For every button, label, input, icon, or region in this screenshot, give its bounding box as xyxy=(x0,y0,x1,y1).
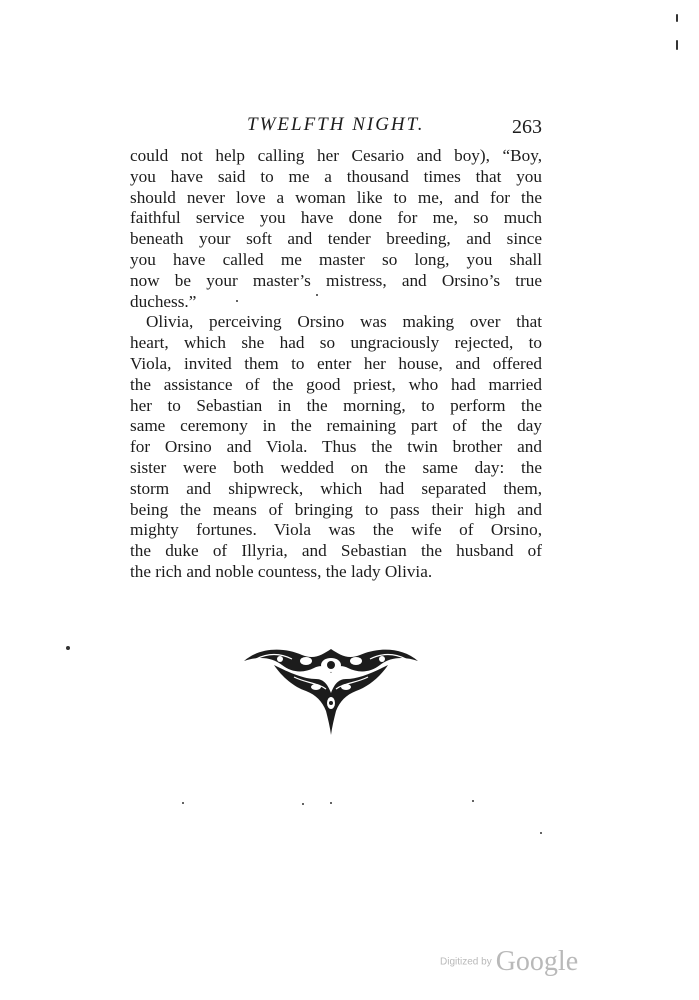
margin-speck xyxy=(316,294,318,296)
text-line: beneath your soft and tender breeding, and since xyxy=(130,229,542,249)
margin-speck xyxy=(472,800,474,802)
text-line: should never love a woman like to me, and for the xyxy=(130,187,542,207)
margin-speck xyxy=(182,802,184,804)
margin-speck xyxy=(540,832,542,834)
margin-speck xyxy=(302,803,304,805)
text-line: the rich and noble countess, the lady Olivia. xyxy=(130,561,433,581)
page-header xyxy=(130,110,542,140)
margin-speck xyxy=(676,40,678,50)
running-title: TWELFTH NIGHT. xyxy=(247,114,425,135)
text-line: heart, which she had so ungraciously rejected, to xyxy=(130,333,542,353)
margin-speck xyxy=(676,14,678,22)
text-line: Olivia, perceiving Orsino was making over that xyxy=(146,312,542,332)
decorative-tailpiece-icon xyxy=(240,643,422,737)
text-line: duchess.” xyxy=(130,291,197,311)
text-line: Viola, invited them to enter her house, and offered xyxy=(130,353,542,373)
text-line: for Orsino and Viola. Thus the twin brother and xyxy=(130,437,542,457)
text-line: you have called me master so long, you shall xyxy=(130,249,542,269)
text-line: her to Sebastian in the morning, to perform the xyxy=(130,395,542,415)
paragraph-2 xyxy=(130,312,542,582)
digitized-watermark xyxy=(440,946,578,978)
margin-speck xyxy=(66,646,70,650)
margin-speck xyxy=(330,802,332,804)
google-logo: Google xyxy=(495,946,579,977)
text-line: the assistance of the good priest, who had married xyxy=(130,374,542,394)
text-line: being the means of bringing to pass their high and xyxy=(130,499,542,519)
text-line: storm and shipwreck, which had separated them, xyxy=(130,478,542,498)
text-line: you have said to me a thousand times that you xyxy=(130,166,542,186)
text-line: mighty fortunes. Viola was the wife of Orsino, xyxy=(130,520,542,540)
paragraph-1 xyxy=(130,146,542,312)
text-line: the duke of Illyria, and Sebastian the husband of xyxy=(130,541,542,561)
text-line: now be your master’s mistress, and Orsino’s true xyxy=(130,270,542,290)
text-line: sister were both wedded on the same day: the xyxy=(130,457,542,477)
body-text xyxy=(130,146,542,583)
text-line: same ceremony in the remaining part of the day xyxy=(130,416,542,436)
margin-speck xyxy=(236,300,238,302)
text-line: faithful service you have done for me, so much xyxy=(130,208,542,228)
text-line: could not help calling her Cesario and boy), “Boy, xyxy=(130,146,542,165)
page-number: 263 xyxy=(512,116,542,138)
watermark-prefix: Digitized by xyxy=(440,956,492,968)
